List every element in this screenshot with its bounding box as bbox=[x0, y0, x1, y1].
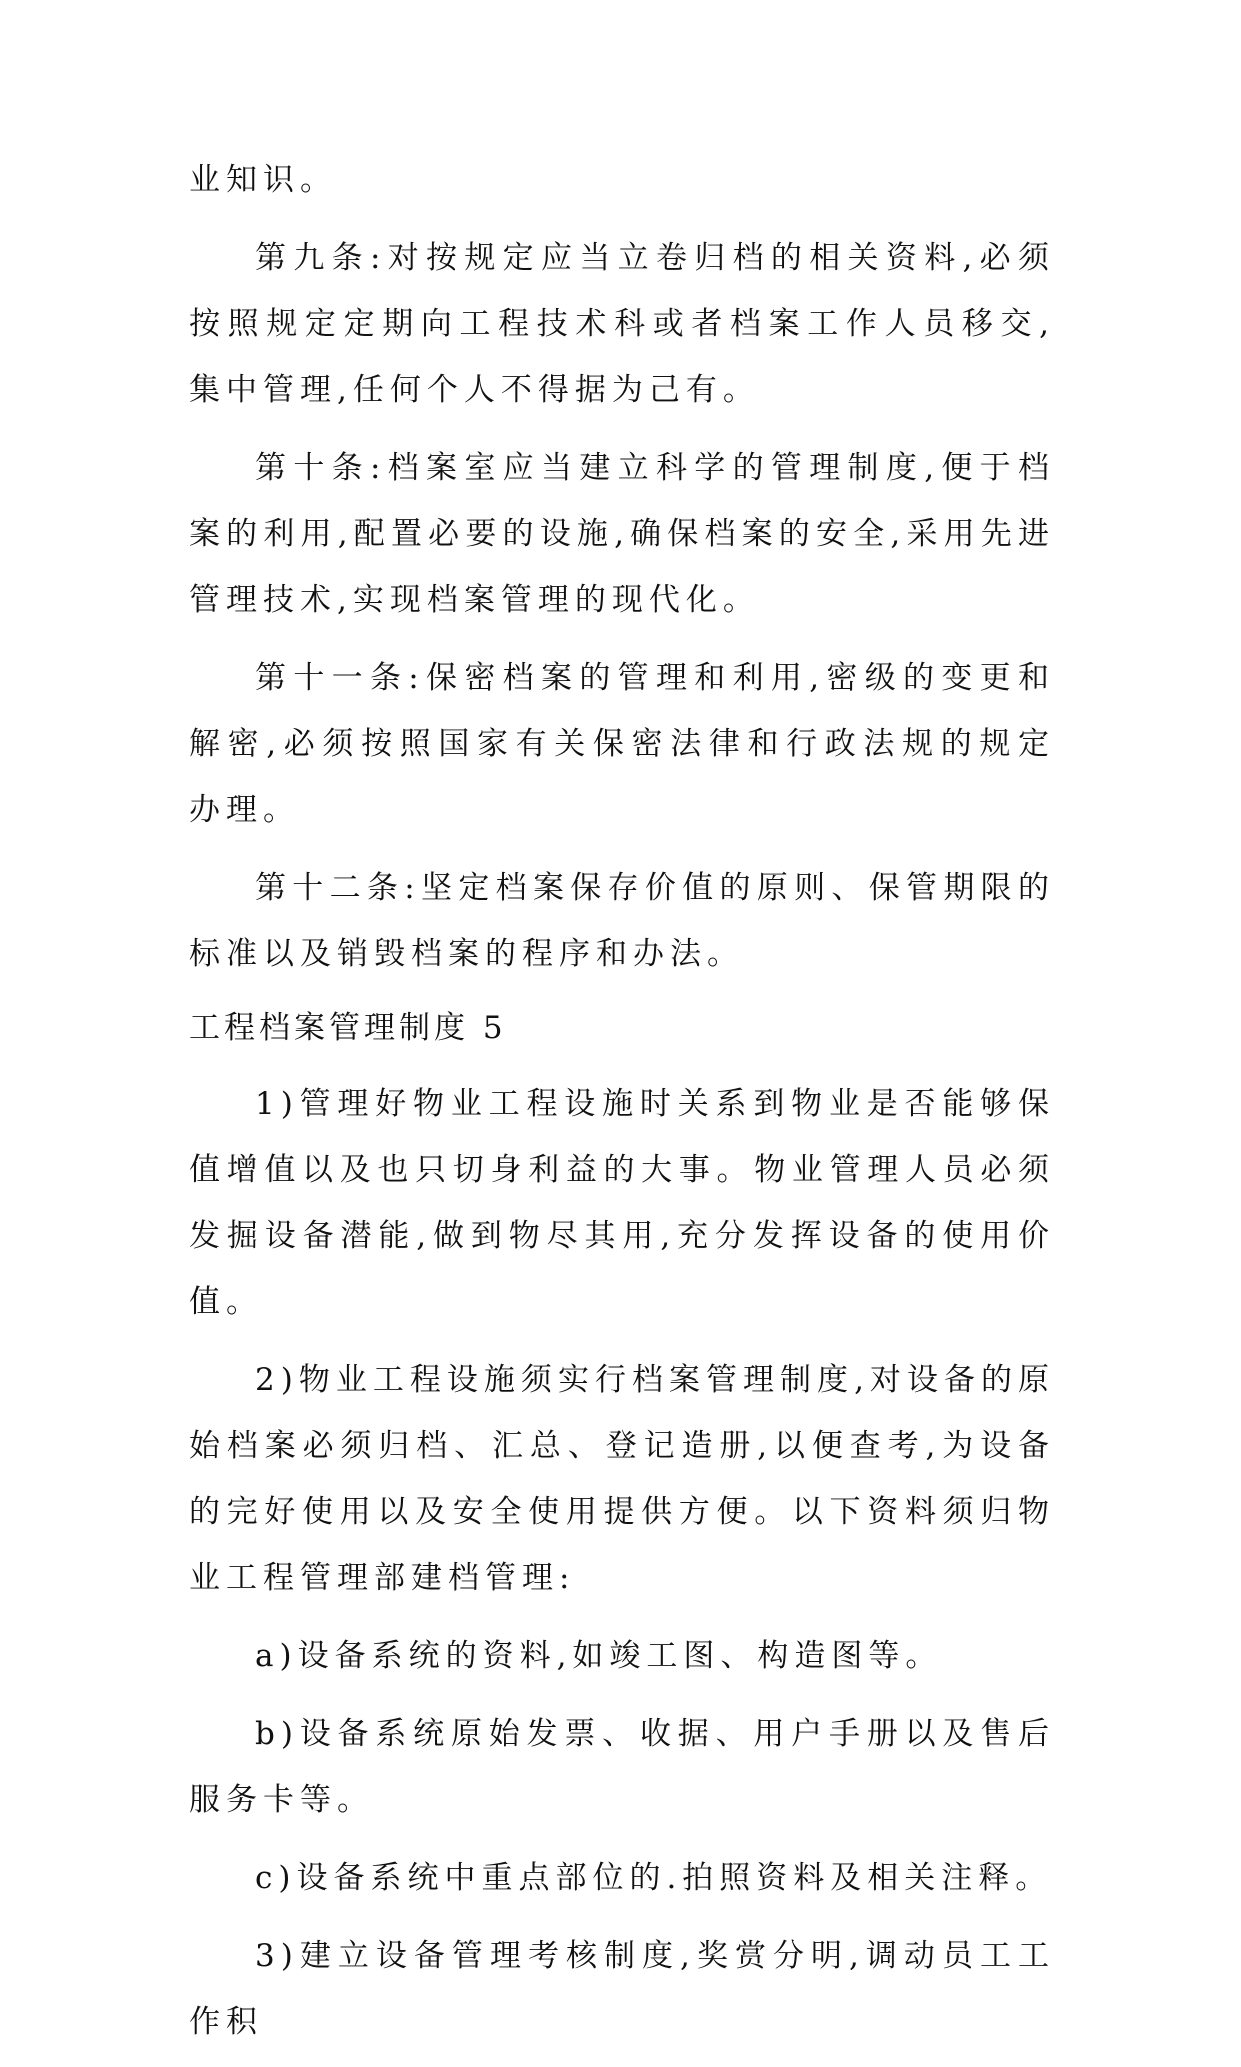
list-item-c: c)设备系统中重点部位的.拍照资料及相关注释。 bbox=[255, 1860, 1053, 1896]
section-paragraph-3: 3)建立设备管理考核制度,奖赏分明,调动员工工作积 bbox=[189, 1938, 1055, 2040]
section-paragraph-1: 1)管理好物业工程设施时关系到物业是否能够保值增值以及也只切身利益的大事。物业管理人员必须发掘设备潜能,做到物尽其用,充分发挥设备的使用价值。 bbox=[189, 1086, 1055, 1320]
list-item-b: b)设备系统原始发票、收据、用户手册以及售后服务卡等。 bbox=[189, 1716, 1055, 1818]
article-9-paragraph: 第九条:对按规定应当立卷归档的相关资料,必须按照规定定期向工程技术科或者档案工作人员移交,集中管理,任何个人不得据为己有。 bbox=[189, 240, 1055, 408]
article-12-paragraph: 第十二条:坚定档案保存价值的原则、保管期限的标准以及销毁档案的程序和办法。 bbox=[189, 870, 1055, 972]
section-title: 工程档案管理制度 5 bbox=[189, 1010, 507, 1046]
section-paragraph-2: 2)物业工程设施须实行档案管理制度,对设备的原始档案必须归档、汇总、登记造册,以便查考,为设备的完好使用以及安全使用提供方便。以下资料须归物业工程管理部建档管理: bbox=[189, 1362, 1055, 1596]
paragraph-continuation: 业知识。 bbox=[189, 162, 337, 198]
list-item-a: a)设备系统的资料,如竣工图、构造图等。 bbox=[255, 1638, 943, 1674]
article-10-paragraph: 第十条:档案室应当建立科学的管理制度,便于档案的利用,配置必要的设施,确保档案的安全,采用先进管理技术,实现档案管理的现代化。 bbox=[189, 450, 1055, 618]
document-body bbox=[189, 147, 1055, 2067]
article-11-paragraph: 第十一条:保密档案的管理和利用,密级的变更和解密,必须按照国家有关保密法律和行政法规的规定办理。 bbox=[189, 660, 1055, 828]
